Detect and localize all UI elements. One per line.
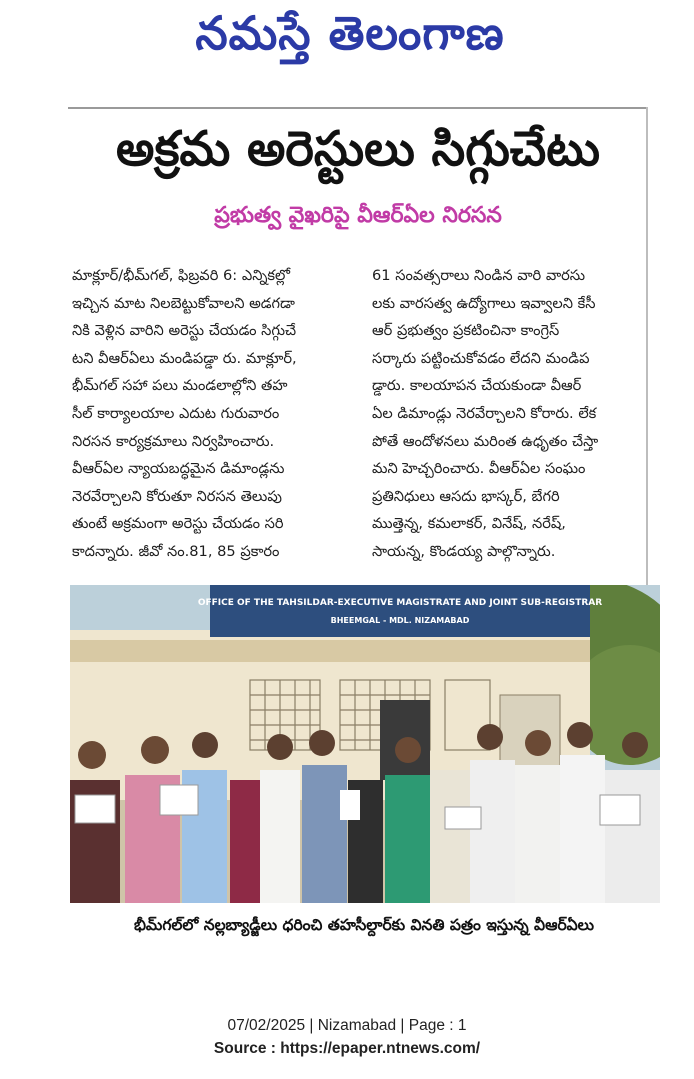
body-line: టని వీఆర్ఏలు మండిపడ్డా రు. మాక్లూర్, bbox=[72, 349, 297, 367]
body-line: ఆర్ ప్రభుత్వం ప్రకటించినా కాంగ్రెస్ bbox=[372, 322, 560, 340]
body-line: మాక్లూర్/భీమ్‌గల్, ఫిబ్రవరి 6: ఎన్నికల్లో bbox=[72, 267, 291, 284]
footer-date-edition: 07/02/2025 | Nizamabad | Page : 1 bbox=[227, 1017, 467, 1034]
footer-source bbox=[0, 1040, 694, 1058]
photo-caption: భీమ్‌గల్‌లో నల్లబ్యాడ్జీలు ధరించి తహసీల్దార్‌కు వినతి పత్రం ఇస్తున్న వీఆర్ఏలు bbox=[133, 916, 595, 934]
body-line: నెరవేర్చాలని కోరుతూ నిరసన తెలుపు bbox=[72, 487, 282, 505]
article-headline: అక్రమ అరెస్టులు సిగ్గుచేటు bbox=[116, 121, 600, 177]
body-line: సీల్ కార్యాలయాల ఎదుట గురువారం bbox=[72, 404, 280, 422]
body-line: ఏల డిమాండ్లు నెరవేర్చాలని కోరారు. లేక bbox=[372, 404, 597, 422]
source-label: Source : bbox=[213, 1040, 281, 1057]
body-line: 61 సంవత్సరాలు నిండిన వారి వారసు bbox=[372, 267, 586, 284]
top-divider bbox=[68, 107, 648, 109]
body-line: ప్రతినిధులు ఆసదు భాస్కర్, బేగరి bbox=[372, 487, 560, 505]
masthead-title: నమస్తే తెలంగాణ bbox=[195, 6, 505, 60]
article-subheadline: ప్రభుత్వ వైఖరిపై వీఆర్ఏల నిరసన bbox=[214, 203, 502, 228]
body-line: నిరసన కార్యక్రమాలు నిర్వహించారు. bbox=[72, 432, 275, 450]
source-link[interactable]: https://epaper.ntnews.com/ bbox=[280, 1040, 481, 1057]
sign-text-1: OFFICE OF THE TAHSILDAR-EXECUTIVE MAGISTRATE AND JOINT SUB-REGISTRAR bbox=[197, 598, 603, 608]
body-line: ఇచ్చిన మాట నిలబెట్టుకోవాలని అడగడా bbox=[72, 294, 295, 312]
article-left-column bbox=[72, 262, 354, 566]
body-line: లకు వారసత్వ ఉద్యోగాలు ఇవ్వాలని కేసీ bbox=[372, 294, 596, 312]
body-line: ముత్తెన్న, కమలాకర్, వినేష్, నరేష్, bbox=[372, 515, 566, 533]
body-line: వీఆర్ఏల న్యాయబద్ధమైన డిమాండ్లను bbox=[72, 460, 285, 478]
body-line: సాయన్న, కొండయ్య పాల్గొన్నారు. bbox=[372, 542, 556, 560]
news-photo bbox=[70, 585, 660, 903]
body-line: తుంటే అక్రమంగా అరెస్టు చేయడం సరి bbox=[72, 515, 284, 533]
body-line: సర్కారు పట్టించుకోవడం లేదని మండిప bbox=[372, 349, 590, 367]
body-line: డ్డారు. కాలయాపన చేయకుండా వీఆర్ bbox=[372, 377, 582, 395]
body-line: భీమ్‌గల్ సహా పలు మండలాల్లోని తహ bbox=[72, 377, 288, 395]
body-line: పోతే ఆందోళనలు మరింత ఉధృతం చేస్తా bbox=[372, 432, 599, 450]
article-right-column bbox=[372, 262, 654, 566]
body-line: కాదన్నారు. జీవో నం.81, 85 ప్రకారం bbox=[72, 542, 280, 560]
sign-text-2: BHEEMGAL - MDL. NIZAMABAD bbox=[330, 616, 470, 625]
body-line: నికి వెళ్లిన వారిని అరెస్టు చేయడం సిగ్గుచే bbox=[72, 322, 297, 340]
body-line: మని హెచ్చరించారు. వీఆర్ఏల సంఘం bbox=[372, 460, 586, 478]
